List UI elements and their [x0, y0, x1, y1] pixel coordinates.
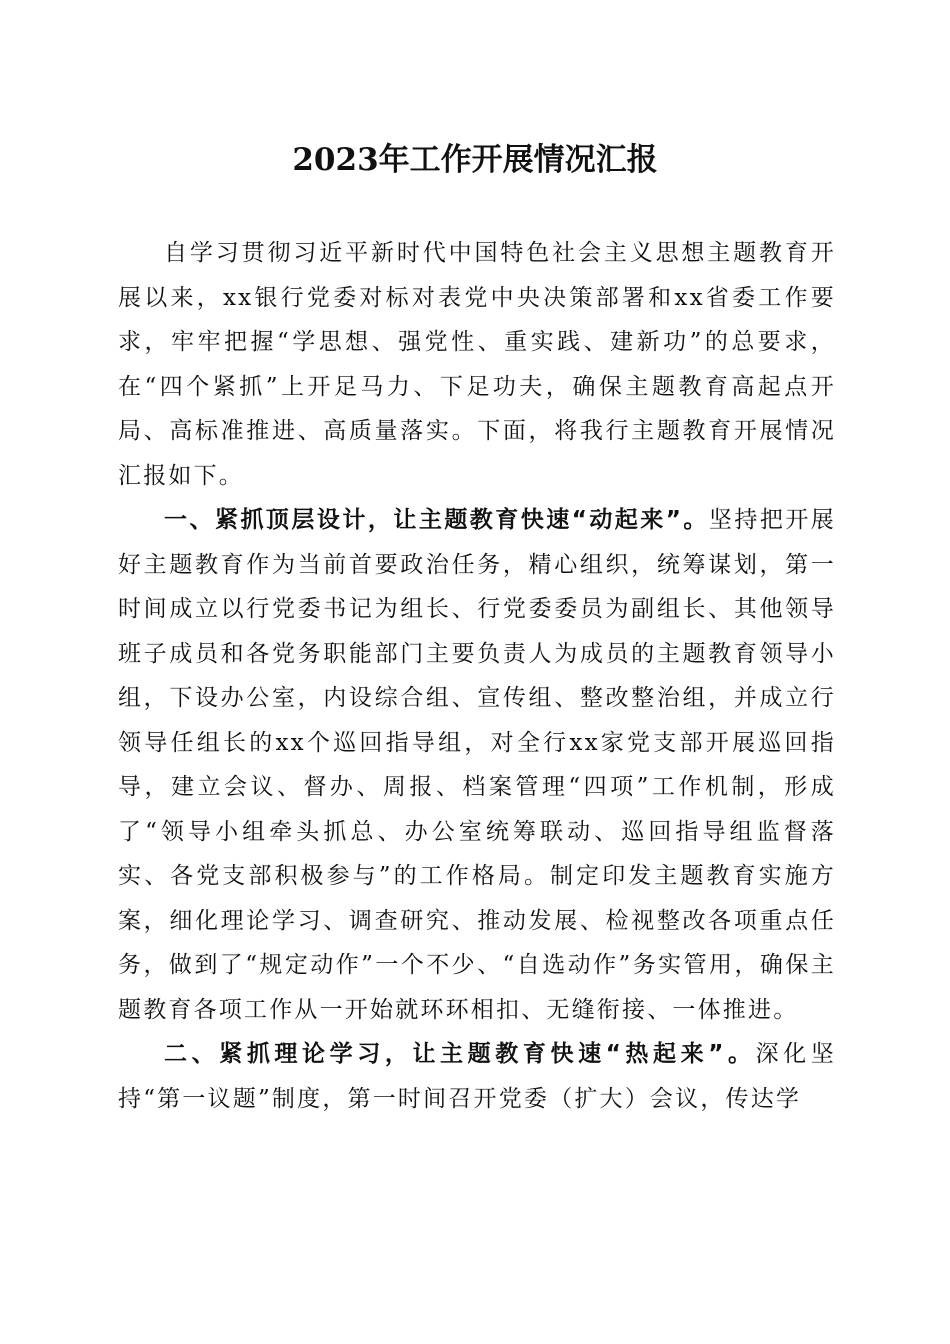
document-body	[118, 231, 836, 1121]
section-heading: 一、紧抓顶层设计，让主题教育快速“动起来”。	[164, 507, 709, 533]
section-heading: 二、紧抓理论学习，让主题教育快速“热起来”。	[164, 1041, 756, 1067]
paragraph-text: 深化坚持“第一议题”制度，第一时间召开党委（扩大）会议，传达学	[118, 1041, 836, 1112]
document-title: 2023年工作开展情况汇报	[292, 142, 658, 178]
section-two-paragraph	[118, 1032, 836, 1121]
section-one-paragraph	[118, 498, 836, 1032]
intro-paragraph	[118, 231, 836, 498]
paragraph-text: 坚持把开展好主题教育作为当前首要政治任务，精心组织，统筹谋划，第一时间成立以行党委书记为组长、行党委委员为副组长、其他领导班子成员和各党务职能部门主要负责人为成员的主题教育领导小组，下设办公室，内设综合组、宣传组、整改整治组，并成立行领导任组长的xx个巡回指导组，对全行xx家党支部开展巡回指导，建立会议、督办、周报、档案管理“四项”工作机制，形成了“领导小组牵头抓总、办公室统筹联动、巡回指导组监督落实、各党支部积极参与”的工作格局。制定印发主题教育实施方案，细化理论学习、调查研究、推动发展、检视整改各项重点任务，做到了“规定动作”一个不少、“自选动作”务实管用，确保主题教育各项工作从一开始就环环相扣、无缝衔接、一体推进。	[118, 507, 837, 1023]
paragraph-text: 自学习贯彻习近平新时代中国特色社会主义思想主题教育开展以来，xx银行党委对标对表党中央决策部署和xx省委工作要求，牢牢把握“学思想、强党性、重实践、建新功”的总要求，在“四个紧抓”上开足马力、下足功夫，确保主题教育高起点开局、高标准推进、高质量落实。下面，将我行主题教育开展情况汇报如下。	[118, 240, 836, 489]
